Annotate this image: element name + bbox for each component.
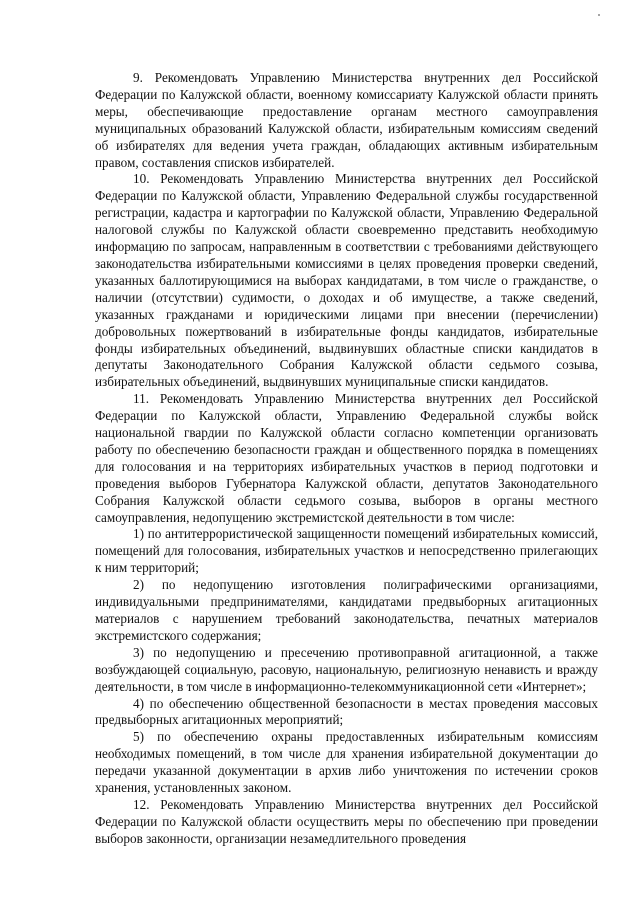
paragraph-12: 12. Рекомендовать Управлению Министерства внутренних дел Российской Федерации по Калужской области осуществить меры по обеспечению при проведении выборов законности, организации незамедлительного проведения xyxy=(95,796,598,846)
paragraph-11-item-2: 2) по недопущению изготовления полиграфическими организациями, индивидуальными предпринимателями, кандидатами предвыборных агитационных материалов с нарушением требований законодательства, печатных материалов экстремистского содержания; xyxy=(95,577,598,643)
paragraph-9: 9. Рекомендовать Управлению Министерства внутренних дел Российской Федерации по Калужской области, военному комиссариату Калужской области принять меры, обеспечивающие предоставление органам местного самоуправления муниципальных образований Калужской области, избирательным комиссиям сведений об избирателях для ведения учета граждан, обладающих активным избирательным правом, составления списков избирателей. xyxy=(95,70,598,170)
paragraph-11-item-3: 3) по недопущению и пресечению противоправной агитационной, а также возбуждающей социальную, расовую, национальную, религиозную ненависть и вражду деятельности, в том числе в информационно-телекоммуникационной сети «Интернет»; xyxy=(95,644,598,694)
paragraph-11-item-4: 4) по обеспечению общественной безопасности в местах проведения массовых предвыборных агитационных мероприятий; xyxy=(95,695,598,728)
paragraph-11: 11. Рекомендовать Управлению Министерства внутренних дел Российской Федерации по Калужской области, Управлению Федеральной службы войск национальной гвардии по Калужской области согласно компетенции организовать работу по обеспечению безопасности граждан и общественного порядка в помещениях для голосования и на территориях избирательных участков в период подготовки и проведения выборов Губернатора Калужской области, депутатов Законодательного Собрания Калужской области седьмого созыва, выборов в органы местного самоуправления, недопущению экстремистской деятельности в том числе: xyxy=(95,391,598,525)
paragraph-11-item-1: 1) по антитеррористической защищенности помещений избирательных комиссий, помещений для голосования, избирательных участков и непосредственно прилегающих к ним территорий; xyxy=(95,526,598,576)
paragraph-11-item-5: 5) по обеспечению охраны предоставленных избирательным комиссиям необходимых помещений, в том числе для хранения избирательной документации до передачи указанной документации в архив либо уничтожения по истечении сроков хранения, установленных законом. xyxy=(95,729,598,796)
scan-speck xyxy=(598,14,600,16)
paragraph-10: 10. Рекомендовать Управлению Министерства внутренних дел Российской Федерации по Калужской области, Управлению Федеральной службы государственной регистрации, кадастра и картографии по Калужской области, Управлению Федеральной налоговой службы по Калужской области своевременно представить необходимую информацию по запросам, направленным в соответствии с требованиями действующего законодательства избирательными комиссиями в целях проведения проверки сведений, указанных баллотирующимися на выборах кандидатами, в том числе о гражданстве, о наличии (отсутствии) судимости, о доходах и об имуществе, а также сведений, указанных гражданами и юридическими лицами при внесении (перечислении) добровольных пожертвований в избирательные фонды кандидатов, избирательные фонды избирательных объединений, выдвинувших областные списки кандидатов в депутаты Законодательного Собрания Калужской области седьмого созыва, избирательных объединений, выдвинувших муниципальные списки кандидатов. xyxy=(95,171,598,390)
